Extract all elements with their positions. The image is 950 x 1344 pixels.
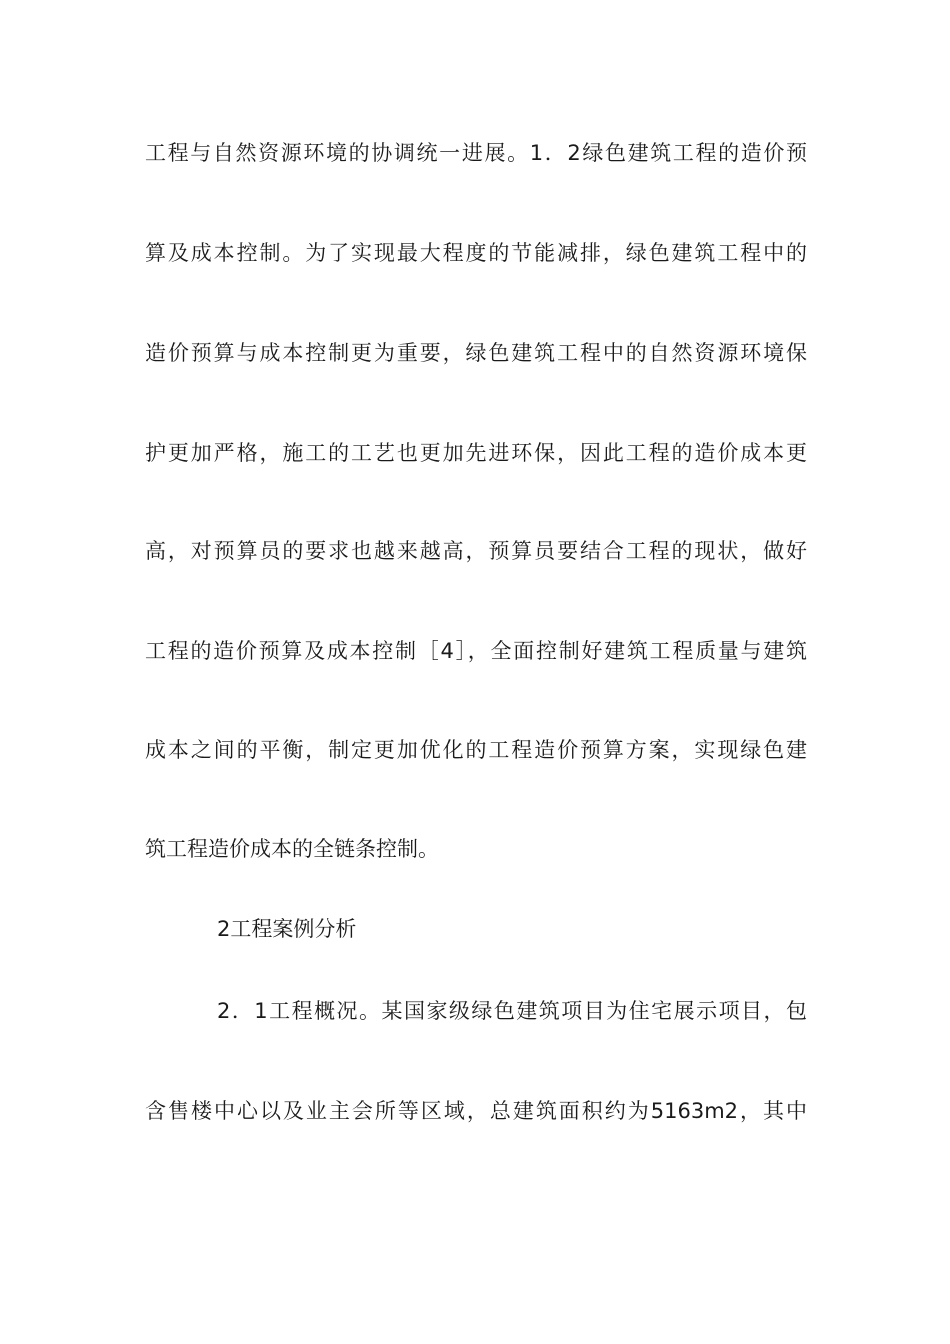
section-heading: 2工程案例分析 [217,917,357,941]
body-text-line: 成本之间的平衡，制定更加优化的工程造价预算方案，实现绿色建 [145,738,807,762]
body-text-line: 含售楼中心以及业主会所等区域，总建筑面积约为5163m2，其中 [145,1099,807,1123]
body-text-line: 工程的造价预算及成本控制［4］，全面控制好建筑工程质量与建筑 [145,639,807,663]
body-text-line: 工程与自然资源环境的协调统一进展。1．2绿色建筑工程的造价预 [145,141,807,165]
body-text-line: 算及成本控制。为了实现最大程度的节能减排，绿色建筑工程中的 [145,241,807,265]
body-text-line: 护更加严格，施工的工艺也更加先进环保，因此工程的造价成本更 [145,441,807,465]
body-text-line: 造价预算与成本控制更为重要，绿色建筑工程中的自然资源环境保 [145,341,807,365]
body-text-line: 高，对预算员的要求也越来越高，预算员要结合工程的现状，做好 [145,539,807,563]
body-text-line: 2．1工程概况。某国家级绿色建筑项目为住宅展示项目，包 [217,999,807,1023]
body-text-line: 筑工程造价成本的全链条控制。 [145,837,439,861]
